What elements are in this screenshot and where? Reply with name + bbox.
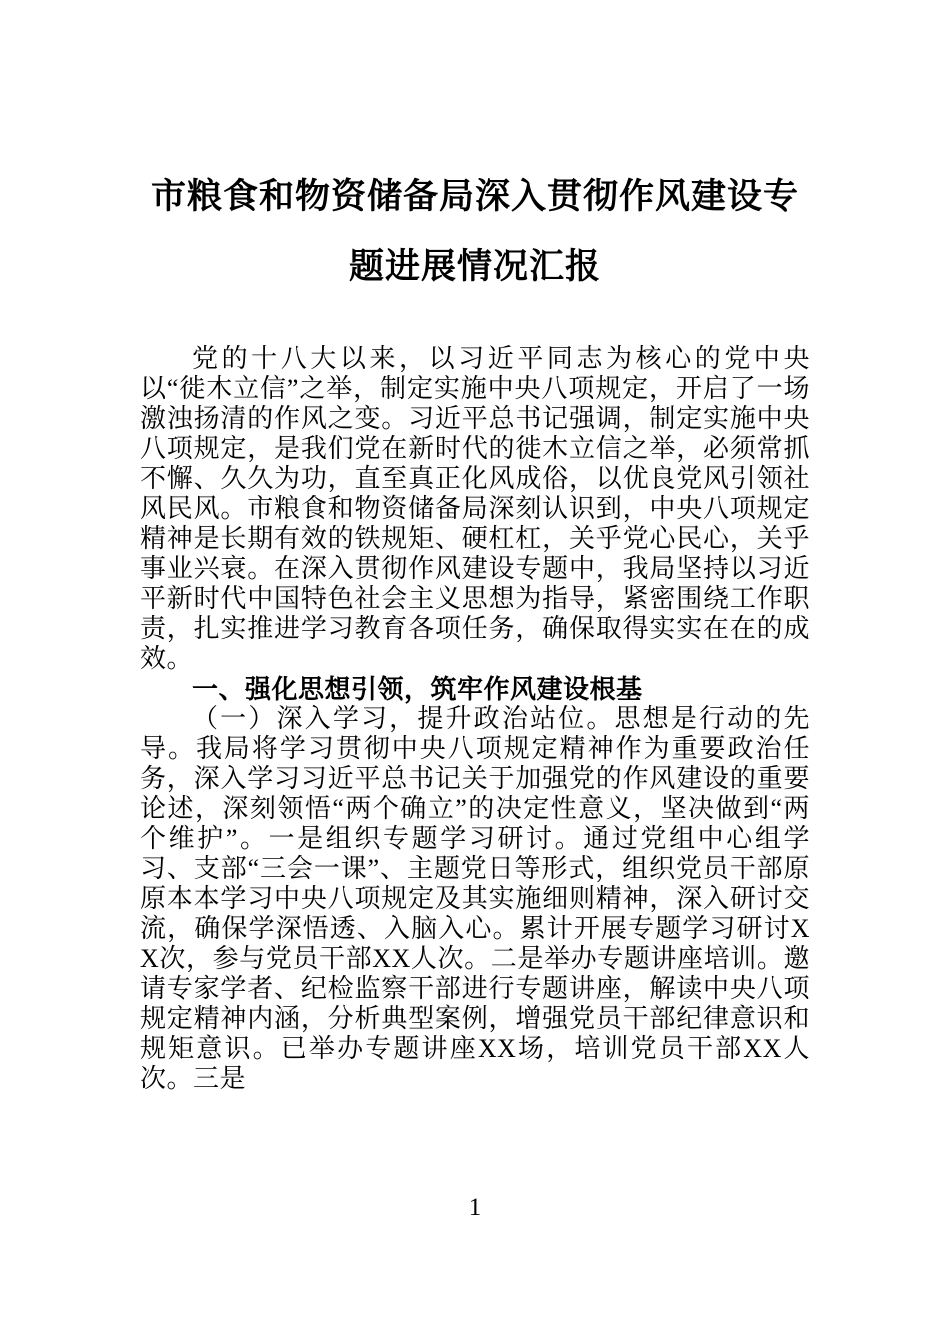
paragraph-intro: 党的十八大以来，以习近平同志为核心的党中央以“徙木立信”之举，制定实施中央八项规定，开启了一场激浊扬清的作风之变。习近平总书记强调，制定实施中央八项规定，是我们党在新时代的徙木立信之举，必须常抓不懈、久久为功，直至真正化风成俗，以优良党风引领社风民风。市粮食和物资储备局深刻认识到，中央八项规定精神是长期有效的铁规矩、硬杠杠，关乎党心民心，关乎事业兴衰。在深入贯彻作风建设专题中，我局坚持以习近平新时代中国特色社会主义思想为指导，紧密围绕工作职责，扎实推进学习教育各项任务，确保取得实实在在的成效。 [140,344,810,673]
section-heading: 一、强化思想引领，筑牢作风建设根基 [192,674,643,704]
document-title: 市粮食和物资储备局深入贯彻作风建设专题进展情况汇报 [150,177,799,286]
page-number: 1 [468,1194,482,1221]
paragraph-section-one: （一）深入学习，提升政治站位。思想是行动的先导。我局将学习贯彻中央八项规定精神作为重要政治任务，深入学习习近平总书记关于加强党的作风建设的重要论述，深刻领悟“两个确立”的决定性意义，坚决做到“两个维护”。一是组织专题学习研讨。通过党组中心组学习、支部“三会一课”、主题党日等形式，组织党员干部原原本本学习中央八项规定及其实施细则精神，深入研讨交流，确保学深悟透、入脑入心。累计开展专题学习研讨XX次，参与党员干部XX人次。二是举办专题讲座培训。邀请专家学者、纪检监察干部进行专题讲座，解读中央八项规定精神内涵，分析典型案例，增强党员干部纪律意识和规矩意识。已举办专题讲座XX场，培训党员干部XX人次。三是 [140,704,810,1093]
